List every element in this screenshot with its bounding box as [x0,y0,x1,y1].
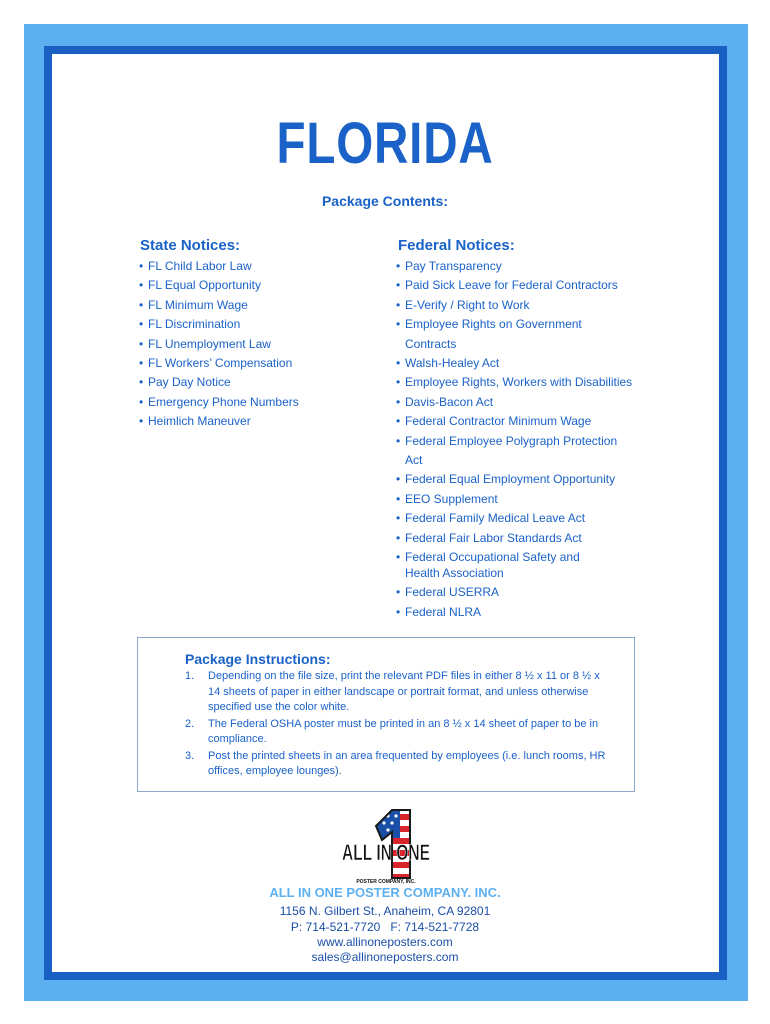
list-item: • EEO Supplement [396,490,636,509]
list-item: • Davis-Bacon Act [396,393,636,412]
list-item: • FL Child Labor Law [139,257,369,276]
package-instructions-heading: Package Instructions: [185,651,331,667]
instructions-list [185,669,610,781]
instruction-number: 2. [185,717,195,730]
company-website[interactable]: www.allinoneposters.com [317,935,453,949]
list-item: • Emergency Phone Numbers [139,393,369,412]
state-notices-list [139,257,369,432]
list-item: • FL Equal Opportunity [139,276,369,295]
instruction-number: 1. [185,670,195,682]
logo-subtext: POSTER COMPANY, INC. [356,879,416,885]
list-item: • Employee Rights on Government Contracts [396,315,636,354]
list-item: • Federal Contractor Minimum Wage [396,412,636,431]
instruction-text: Depending on the file size, print the relevant PDF files in either 8 ½ x 11 or 8 ½ x 14 sheets of paper in either landscape or portrait format, and unless otherwise specified use the color white. [208,670,600,713]
list-item: • Federal USERRA [396,583,636,602]
company-email[interactable]: sales@allinoneposters.com [311,950,459,964]
federal-notices-list [396,257,636,622]
list-item: • Federal Occupational Safety and Health Association [396,550,605,581]
state-notices-heading: State Notices: [140,237,241,254]
list-item: • Walsh-Healey Act [396,354,636,373]
instruction-item [185,749,610,780]
list-item: • E-Verify / Right to Work [396,296,636,315]
list-item: • Pay Day Notice [139,373,369,392]
list-item: • Federal Employee Polygraph Protection Act [396,432,636,471]
company-logo [330,800,442,886]
page-title: FLORIDA [276,111,494,176]
federal-notices-heading: Federal Notices: [398,237,515,254]
list-item: • Federal Family Medical Leave Act [396,509,636,528]
list-item: • Federal Equal Employment Opportunity [396,470,636,489]
list-item: • FL Workers’ Compensation [139,354,369,373]
instruction-number: 3. [185,749,195,762]
list-item: • FL Minimum Wage [139,296,369,315]
list-item: • Paid Sick Leave for Federal Contractors [396,276,636,295]
company-phone: P: 714-521-7720 F: 714-521-7728 [290,920,480,934]
list-item: • Federal NLRA [396,603,636,622]
list-item: • Employee Rights, Workers with Disabilities [396,373,636,392]
list-item: • FL Discrimination [139,315,369,334]
list-item: • Heimlich Maneuver [139,412,369,431]
list-item: • Federal Fair Labor Standards Act [396,529,636,548]
instruction-text: The Federal OSHA poster must be printed in an 8 ½ x 14 sheet of paper to be in compliance. [208,717,599,745]
company-name: ALL IN ONE POSTER COMPANY. INC. [269,885,501,900]
logo-text: ALL IN ONE [342,840,430,865]
instruction-item [185,717,610,748]
list-item: • FL Unemployment Law [139,335,369,354]
package-contents-heading: Package Contents: [321,193,449,209]
list-item: • Pay Transparency [396,257,636,276]
instruction-item [185,669,610,716]
instruction-text: Post the printed sheets in an area frequented by employees (i.e. lunch rooms, HR offices, employee lounges). [208,749,606,777]
company-address: 1156 N. Gilbert St., Anaheim, CA 92801 [279,904,491,918]
